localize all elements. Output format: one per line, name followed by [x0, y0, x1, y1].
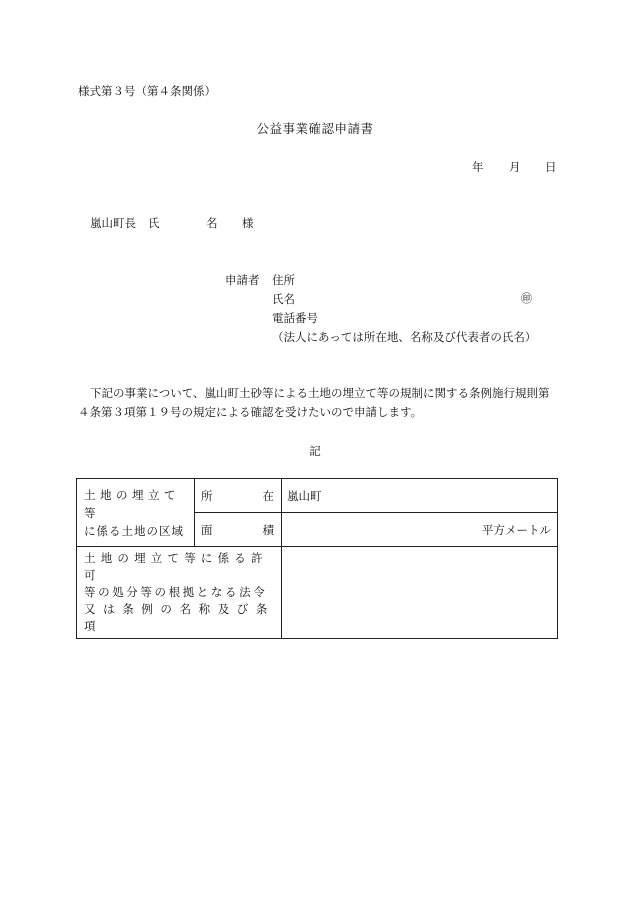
date-year-label: 年 — [472, 160, 484, 174]
area-label-cell — [195, 513, 282, 547]
addressee-name-part2: 名 — [206, 216, 218, 230]
area-value-cell[interactable]: 平方メートル — [282, 513, 558, 547]
area-label-b: 積 — [262, 522, 274, 537]
body-text-line1: 下記の事業について、嵐山町土砂等による土地の埋立て等の規制に関する条例施行規則第 — [90, 386, 550, 400]
table-row-law — [77, 547, 558, 639]
region-label-line1: 土地の埋立て等 — [84, 487, 180, 520]
law-value-cell[interactable] — [282, 547, 558, 639]
addressee-honorific: 様 — [242, 216, 254, 230]
ki-heading: 記 — [309, 444, 321, 458]
addressee-title: 嵐山町長 — [90, 216, 136, 230]
area-label-a: 面 — [201, 522, 213, 537]
location-value-cell[interactable]: 嵐山町 — [282, 479, 558, 513]
seal-icon: ㊞ — [521, 292, 532, 305]
detail-table — [76, 478, 558, 639]
date-month-label: 月 — [509, 160, 521, 174]
corporation-note: （法人にあっては所在地、名称及び代表者の氏名） — [272, 330, 537, 344]
law-label-cell — [77, 547, 282, 639]
law-label-line2: 等の処分等の根拠となる法令 — [84, 585, 268, 599]
location-label-cell — [195, 479, 282, 513]
law-label-line3: 又は条例の名称及び条項 — [84, 602, 275, 633]
applicant-label: 申請者 — [225, 273, 260, 287]
addressee-name-part1: 氏 — [148, 216, 160, 230]
document-title: 公益事業確認申請書 — [256, 121, 374, 136]
law-label-line1: 土地の埋立て等に係る許可 — [84, 551, 268, 582]
form-number: 様式第３号（第４条関係） — [78, 84, 216, 98]
date-day-label: 日 — [545, 160, 557, 174]
region-label-cell — [77, 479, 195, 547]
applicant-phone-label: 電話番号 — [272, 311, 318, 325]
applicant-address-label: 住所 — [272, 273, 295, 287]
region-label-line2: に係る土地の区域 — [84, 523, 184, 538]
table-row-location — [77, 479, 558, 513]
body-text-line2: ４条第３項第１９号の規定による確認を受けたいので申請します。 — [78, 405, 423, 419]
location-label-a: 所 — [201, 488, 213, 503]
applicant-name-label: 氏名 — [272, 292, 295, 306]
location-label-b: 在 — [262, 488, 274, 503]
